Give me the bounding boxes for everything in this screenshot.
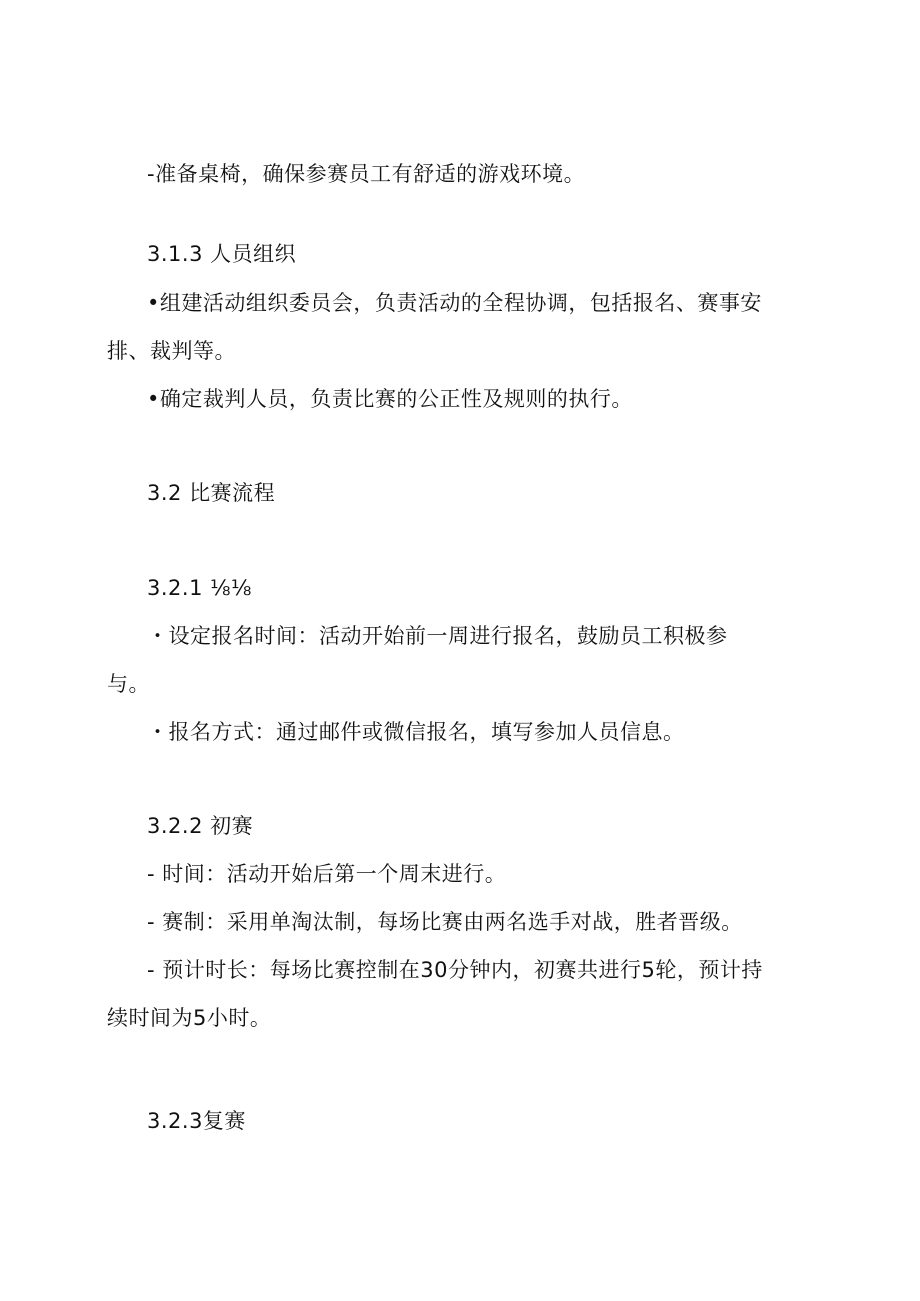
bullet-signup-time-line2: 与。 (107, 672, 150, 696)
list-item-duration-line1: - 预计时长：每场比赛控制在30分钟内，初赛共进行5轮，预计持 (147, 958, 763, 982)
bullet-signup-time-line1: ・设定报名时间：活动开始前一周进行报名，鼓励员工积极参 (147, 624, 728, 648)
section-heading-3-1-3: 3.1.3 人员组织 (147, 242, 297, 266)
list-item-duration-line2: 续时间为5小时。 (107, 1006, 272, 1030)
bullet-signup-method: ・报名方式：通过邮件或微信报名，填写参加人员信息。 (147, 720, 685, 744)
bullet-committee-line1: •组建活动组织委员会，负责活动的全程协调，包括报名、赛事安 (147, 291, 762, 315)
list-item-time: - 时间：活动开始后第一个周末进行。 (147, 862, 507, 886)
list-item-prepare-tables: -准备桌椅，确保参赛员工有舒适的游戏环境。 (147, 162, 586, 186)
section-heading-3-2-1: 3.2.1 ⅛⅛ (147, 576, 252, 600)
list-item-format: - 赛制：采用单淘汰制，每场比赛由两名选手对战，胜者晋级。 (147, 910, 743, 934)
section-heading-3-2-3: 3.2.3复赛 (147, 1109, 246, 1133)
section-heading-3-2-2: 3.2.2 初赛 (147, 814, 254, 838)
section-heading-3-2: 3.2 比赛流程 (147, 481, 276, 505)
bullet-referee: •确定裁判人员，负责比赛的公正性及规则的执行。 (147, 387, 633, 411)
bullet-committee-line2: 排、裁判等。 (107, 339, 236, 363)
